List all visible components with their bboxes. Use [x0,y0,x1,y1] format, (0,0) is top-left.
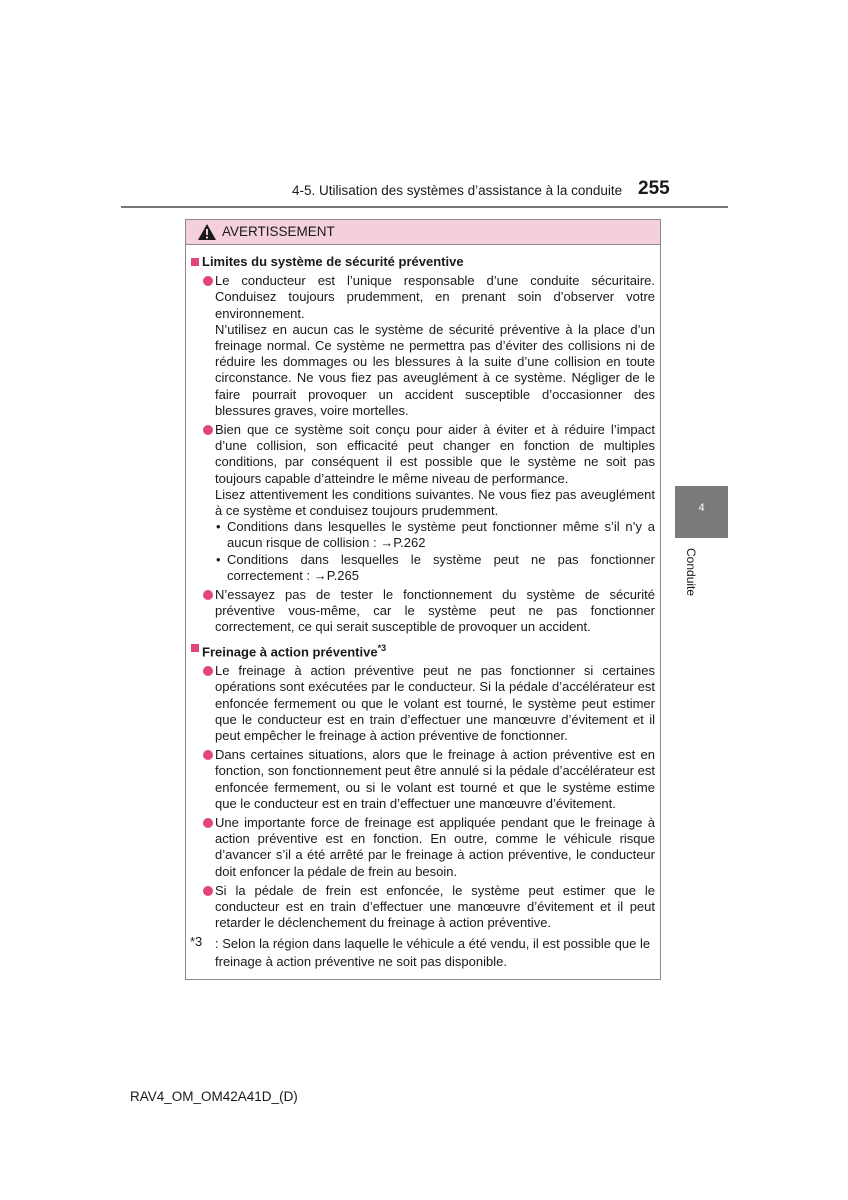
circle-bullet-icon [203,750,213,760]
circle-bullet-icon [203,590,213,600]
page-number: 255 [638,178,670,199]
sub-bullet: • Conditions dans lesquelles le système peut ne pas fonctionner correctement : →P.265 [216,551,655,583]
chapter-tab-label: Conduite [684,548,698,597]
circle-bullet-icon [203,818,213,828]
warning-content [186,254,660,971]
chapter-tab-number: 4 [698,502,705,514]
section-title: 4-5. Utilisation des systèmes d’assistance à la conduite [292,183,623,198]
warning-box [185,219,661,980]
circle-bullet-icon [203,425,213,435]
warning-title: AVERTISSEMENT [222,224,335,239]
square-bullet-icon [191,644,199,652]
list-item: Le conducteur est l’unique responsable d’une conduite sécuritaire. Conduisez toujours prudemment, en prenant soin d’observer votre environnement. N’utilisez en aucun cas le système de sécurité préventive à la place d’un freinage normal. Ce système ne permettra pas d’éviter des collisions ni de réduire les dommages ou les blessures à la suite d’une collision en toute circonstance. Ne vous fiez pas aveuglément à ce système. Négliger de le faire pourrait provoquer un accident susceptible d’occasionner des blessures graves, voire mortelles. [186,273,660,419]
warning-header [186,220,660,245]
list-item: Le freinage à action préventive peut ne pas fonctionner si certaines opérations sont exécutées par le conducteur. Si la pédale d’accélérateur est enfoncée fermement ou que le volant est tourné, le système peut estimer que le conducteur est en train d’effectuer une manœuvre d’évitement et il peut empêcher le freinage à action préventive de fonctionner. [186,663,660,744]
chapter-tab [675,486,728,538]
circle-bullet-icon [203,886,213,896]
section-heading: Freinage à action préventive$^{*3}$ [186,640,660,661]
sub-bullet: • Conditions dans lesquelles le système peut fonctionner même s’il n’y a aucun risque de collision : →P.262 [216,519,655,551]
list-item: Bien que ce système soit conçu pour aider à éviter et à réduire l’impact d’une collision, son efficacité peut changer en fonction de multiples conditions, par conséquent il est possible que le système ne soit pas toujours capable d’atteindre le même niveau de performance. Lisez attentivement les conditions suivantes. Ne vous fiez pas aveuglément à ce système et conduisez toujours prudemment. [186,422,660,519]
list-item: Une importante force de freinage est appliquée pendant que le freinage à action préventive est en fonction. En outre, comme le véhicule risque d’avancer s’il a été arrêté par le freinage à action préventive, le conducteur doit enfoncer la pédale de frein au besoin. [186,815,660,880]
square-bullet-icon [191,258,199,266]
document-code: RAV4_OM_OM42A41D_(D) [130,1089,298,1104]
footnote-mark: *3 [190,934,203,950]
circle-bullet-icon [203,666,213,676]
list-item: Dans certaines situations, alors que le freinage à action préventive est en fonction, son fonctionnement peut être annulé si la pédale d’accélérateur est enfoncée fermement, ou si le volant est tourné et que le système estime que le conducteur est en train d’effectuer une manœuvre d’évitement. [186,747,660,812]
warning-triangle-icon [197,223,217,241]
circle-bullet-icon [203,276,213,286]
list-item: N’essayez pas de tester le fonctionnement du système de sécurité préventive vous-même, car le système peut ne pas fonctionner correctement, ce qui serait susceptible de provoquer un accident. [186,587,660,636]
list-item: Si la pédale de frein est enfoncée, le système peut estimer que le conducteur est en train d’effectuer une manœuvre d’évitement et il peut retarder le déclenchement du freinage à action préventive. [186,883,660,932]
header-divider [121,206,728,208]
section-heading: Limites du système de sécurité préventive [186,254,660,270]
footnote: *3 : Selon la région dans laquelle le véhicule a été vendu, il est possible que le freinage à action préventive ne soit pas disponible. [190,934,651,970]
